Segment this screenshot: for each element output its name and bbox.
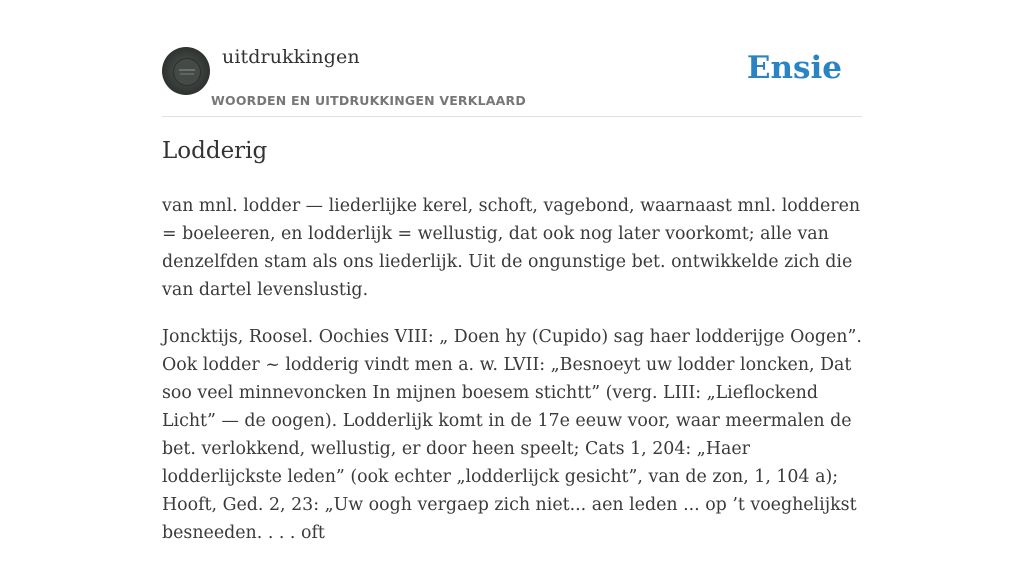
book-avatar-icon <box>173 58 201 86</box>
brand-logo-link[interactable]: Ensie <box>746 50 842 86</box>
page-title: Lodderig <box>162 138 268 164</box>
site-name-link[interactable]: uitdrukkingen <box>222 46 360 68</box>
article-body <box>162 192 862 566</box>
site-avatar[interactable] <box>162 47 210 95</box>
site-header <box>162 46 862 117</box>
site-tagline: WOORDEN EN UITDRUKKINGEN VERKLAARD <box>211 93 526 108</box>
article-paragraph: Joncktijs, Roosel. Oochies VIII: „ Doen hy (Cupido) sag haer lodderijge Oogen”. Ook lodder ~ lodderig vindt men a. w. LVII: „Besnoeyt uw lodder loncken, Dat soo veel minnevoncken In mijnen boesem stichtt” (verg. LIII: „Lieflockend Licht” — de oogen). Lodderlijk komt in de 17e eeuw voor, waar meermalen de bet. verlokkend, wellustig, er door heen speelt; Cats 1, 204: „Haer lodderlijckste leden” (ook echter „lodderlijck gesicht”, van de zon, 1, 104 a); Hooft, Ged. 2, 23: „Uw oogh vergaep zich niet... aen leden ... op ’t voeghelijkst besneeden. . . . oft <box>162 327 862 543</box>
article-paragraph: van mnl. lodder — liederlijke kerel, schoft, vagebond, waarnaast mnl. lodderen = boeleeren, en lodderlijk = wellustig, dat ook nog later voorkomt; alle van denzelfden stam als ons liederlijk. Uit de ongunstige bet. ontwikkelde zich die van dartel levenslustig. <box>162 196 861 300</box>
